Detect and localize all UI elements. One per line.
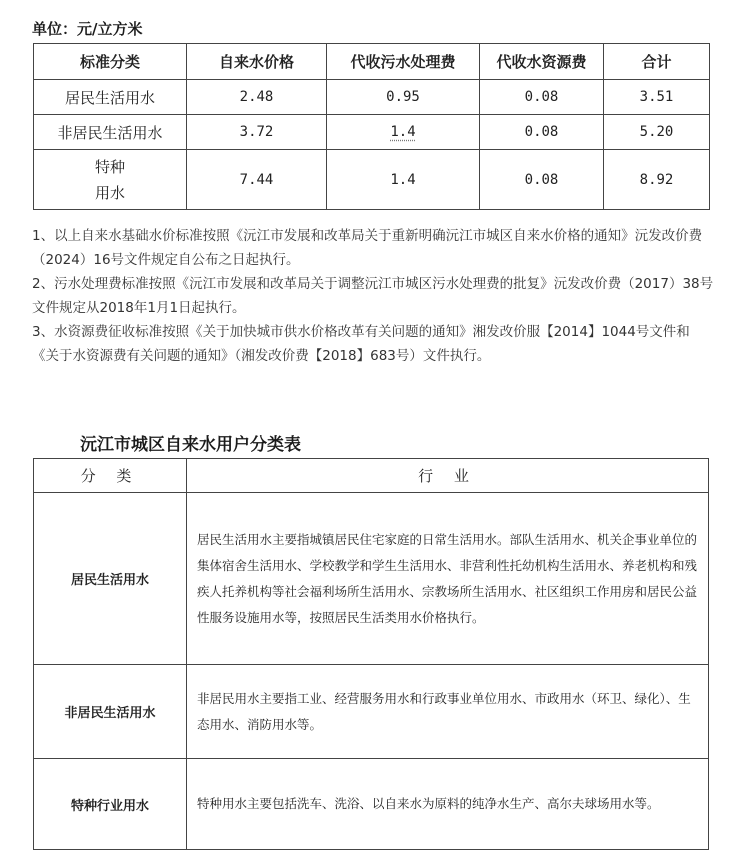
header-industry: 行 业 [187, 459, 709, 493]
unit-label: 单位：元/立方米 [32, 20, 143, 38]
header-water-price: 自来水价格 [187, 44, 327, 80]
class-category: 居民生活用水 [34, 493, 187, 665]
class-description: 居民生活用水主要指城镇居民住宅家庭的日常生活用水。部队生活用水、机关企事业单位的集体宿舍生活用水、学校教学和学生生活用水、非营利性托幼机构生活用水、养老机构和残疾人托养机构等社会福利场所生活用水、宗教场所生活用水、社区组织工作用房和居民公益性服务设施用水等，按照居民生活类用水价格执行。 [187, 493, 709, 665]
table-row [34, 665, 709, 759]
table-row [34, 150, 710, 210]
water-price-table [33, 43, 710, 210]
row-total: 8.92 [604, 150, 710, 210]
price-table-header-row [34, 44, 710, 80]
row-water-price: 7.44 [187, 150, 327, 210]
classification-table [33, 458, 709, 850]
note-1: 1、以上自来水基础水价标准按照《沅江市发展和改革局关于重新明确沅江市城区自来水价格的通知》沅发改价费（2024）16号文件规定自公布之日起执行。 [32, 228, 703, 268]
class-category: 非居民生活用水 [34, 665, 187, 759]
row-sewage-fee: 1.4 [327, 150, 480, 210]
notes [32, 224, 716, 368]
row-sewage-fee: 0.95 [327, 80, 480, 115]
class-category: 特种行业用水 [34, 759, 187, 850]
header-total: 合计 [604, 44, 710, 80]
row-category [34, 150, 187, 210]
header-sewage-fee: 代收污水处理费 [327, 44, 480, 80]
row-category-line1: 特种 [94, 157, 125, 176]
table-row [34, 759, 709, 850]
row-category: 非居民生活用水 [34, 115, 187, 150]
header-resource-fee: 代收水资源费 [480, 44, 604, 80]
row-resource-fee: 0.08 [480, 115, 604, 150]
row-water-price: 3.72 [187, 115, 327, 150]
table-row [34, 80, 710, 115]
row-total: 3.51 [604, 80, 710, 115]
class-description: 特种用水主要包括洗车、洗浴、以自来水为原料的纯净水生产、高尔夫球场用水等。 [187, 759, 709, 850]
classification-header-row [34, 459, 709, 493]
row-category: 居民生活用水 [34, 80, 187, 115]
table-row [34, 115, 710, 150]
row-sewage-fee [327, 115, 480, 150]
sewage-fee-value: 1.4 [390, 124, 416, 140]
table-row [34, 493, 709, 665]
row-water-price: 2.48 [187, 80, 327, 115]
row-category-line2: 用水 [94, 183, 125, 202]
header-class: 分 类 [34, 459, 187, 493]
note-3: 3、水资源费征收标准按照《关于加快城市供水价格改革有关问题的通知》湘发改价服【2014】1044号文件和《关于水资源费有关问题的通知》（湘发改价费【2018】683号）文件执行。 [32, 324, 690, 364]
classification-title: 沅江市城区自来水用户分类表 [80, 435, 301, 455]
header-category: 标准分类 [34, 44, 187, 80]
row-resource-fee: 0.08 [480, 150, 604, 210]
row-resource-fee: 0.08 [480, 80, 604, 115]
row-total: 5.20 [604, 115, 710, 150]
class-description: 非居民用水主要指工业、经营服务用水和行政事业单位用水、市政用水（环卫、绿化）、生态用水、消防用水等。 [187, 665, 709, 759]
note-2: 2、污水处理费标准按照《沅江市发展和改革局关于调整沅江市城区污水处理费的批复》沅发改价费（2017）38号文件规定从2018年1月1日起执行。 [32, 276, 714, 316]
